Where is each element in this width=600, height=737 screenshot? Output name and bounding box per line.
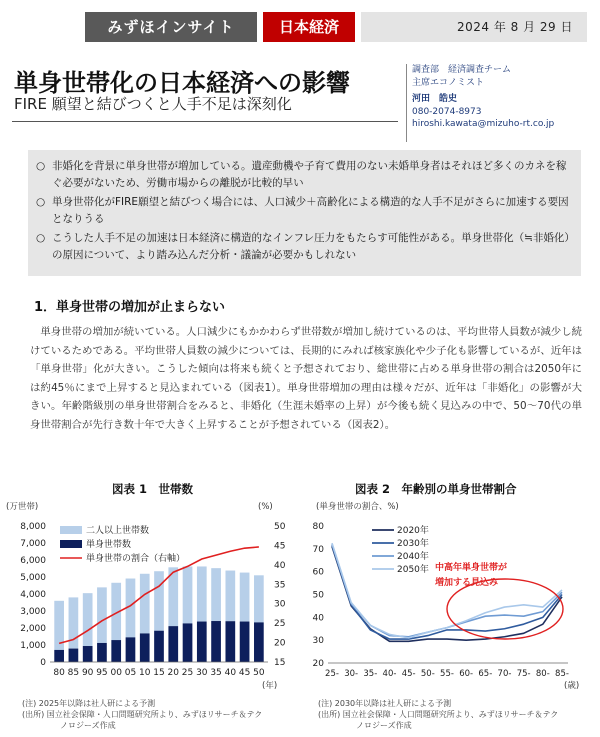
fig2-y-tick-label: 80 <box>312 522 324 532</box>
author-block <box>406 64 586 142</box>
fig1-bar-multi <box>211 568 221 621</box>
fig1-bar-multi <box>254 575 264 622</box>
fig1-x-tick-label: 95 <box>96 668 108 678</box>
fig1-bar-single <box>168 626 178 662</box>
fig1-x-tick-label: 80 <box>53 668 65 678</box>
fig1-notes <box>22 698 262 731</box>
fig1-bar-single <box>83 646 93 662</box>
fig1-legend-single-label: 単身世帯数 <box>86 540 132 550</box>
fig1-x-tick-label: 35 <box>210 668 222 678</box>
fig1-x-tick-label: 85 <box>67 668 80 678</box>
summary-point <box>36 158 571 192</box>
fig2-annotation: 中高年単身世帯が <box>435 563 508 573</box>
fig1-y2-axis-label: (%) <box>258 502 273 512</box>
fig2-y-tick-label: 20 <box>312 659 324 669</box>
fig1-legend-multi-swatch <box>60 526 82 534</box>
publish-date: 2024 年 8 月 29 日 <box>361 12 587 42</box>
fig1-x-tick-label: 00 <box>110 668 122 678</box>
fig2-notes <box>318 698 558 731</box>
page-subtitle: FIRE 願望と結びつくと人手不足は深刻化 <box>14 95 292 113</box>
fig1-bar-single <box>97 643 107 662</box>
fig1-source-cont: ノロジーズ作成 <box>60 721 116 730</box>
fig1-y2-tick-label: 45 <box>274 541 286 552</box>
author-email[interactable]: hiroshi.kawata@mizuho-rt.co.jp <box>412 119 555 129</box>
fig1-x-tick-label: 20 <box>167 668 179 678</box>
fig2-x-unit: (歳) <box>564 681 580 691</box>
fig1-x-tick-label: 50 <box>253 668 265 678</box>
fig1-bar-single <box>183 623 193 662</box>
fig1-y2-tick-label: 20 <box>274 638 286 649</box>
fig1-bar-multi <box>225 571 235 622</box>
fig1-y-tick-label: 0 <box>40 658 46 668</box>
fig1-y2-tick-label: 40 <box>274 560 286 571</box>
fig2-source: (出所) 国立社会保障・人口問題研究所より、みずほリサーチ＆テク <box>318 710 559 719</box>
fig2-chart <box>300 497 600 695</box>
fig1-bar-multi <box>240 573 250 622</box>
fig1-x-unit: (年) <box>262 681 278 691</box>
fig1-x-tick-label: 05 <box>124 668 137 678</box>
fig2-x-tick-label: 30- <box>344 669 359 679</box>
summary-point <box>36 194 571 228</box>
fig1-source: (出所) 国立社会保障・人口問題研究所より、みずほリサーチ＆テク <box>22 710 263 719</box>
fig1-y-tick-label: 4,000 <box>20 590 46 600</box>
fig2-x-tick-label: 25- <box>325 669 339 679</box>
author-name: 河田 皓史 <box>412 94 458 104</box>
fig2-x-tick-label: 80- <box>535 669 550 679</box>
author-role: 主席エコノミスト <box>412 77 485 88</box>
section-heading: 1．単身世帯の増加が止まらない <box>34 300 226 315</box>
fig2-x-tick-label: 40- <box>382 669 397 679</box>
circle-bullet-icon: ○ <box>36 232 46 244</box>
fig2-x-tick-label: 85- <box>555 669 569 679</box>
fig2-x-tick-label: 45- <box>401 669 416 679</box>
fig2-x-tick-label: 55- <box>440 669 454 679</box>
fig2-legend-label: 2040年 <box>397 552 429 562</box>
summary-point <box>36 230 571 264</box>
header-band <box>85 12 587 42</box>
fig1-bar-single <box>154 631 164 662</box>
circle-bullet-icon: ○ <box>36 160 46 172</box>
summary-box <box>28 150 581 276</box>
fig1-bar-multi <box>154 571 164 631</box>
fig1-bar-single <box>140 633 150 662</box>
fig1-legend-ratio-label: 単身世帯の割合（右軸） <box>86 554 186 564</box>
fig1-bar-single <box>69 649 79 662</box>
fig2-x-tick-label: 50- <box>420 669 435 679</box>
fig1-y-tick-label: 5,000 <box>20 573 46 583</box>
fig2-y-tick-label: 30 <box>312 636 324 647</box>
fig1-bar-single <box>111 640 121 662</box>
fig1-x-tick-label: 45 <box>238 668 251 678</box>
fig1-chart <box>0 497 300 695</box>
fig1-bar-single <box>254 622 264 662</box>
fig2-title: 図表 2 年齢別の単身世帯割合 <box>355 482 517 496</box>
fig2-series-line <box>332 545 562 639</box>
summary-text: 非婚化を背景に単身世帯が増加している。遺産動機や子育て費用のない未婚単身者はそれほど多くのカネを稼ぐ必要がないため、労働市場からの離脱が比較的早い <box>52 160 567 189</box>
fig1-x-tick-label: 90 <box>81 668 94 678</box>
category-tag: 日本経済 <box>263 12 355 42</box>
title-divider <box>12 121 398 122</box>
fig2-source-cont: ノロジーズ作成 <box>356 721 412 730</box>
fig2-legend-label: 2030年 <box>397 539 429 549</box>
fig1-bar-single <box>240 622 250 662</box>
fig2-y-tick-label: 40 <box>312 613 324 624</box>
fig1-x-tick-label: 25 <box>181 668 194 678</box>
series-name: みずほインサイト <box>85 12 257 42</box>
fig2-y-tick-label: 50 <box>312 590 324 601</box>
summary-text: 単身世帯化がFIRE願望と結びつく場合には、人口減少＋高齢化による構造的な人手不足がさらに加速する要因となりうる <box>52 196 569 225</box>
fig1-title: 図表 1 世帯数 <box>112 482 194 496</box>
fig1-x-tick-label: 40 <box>224 668 237 678</box>
fig1-legend-single-swatch <box>60 540 82 548</box>
fig2-legend-label: 2020年 <box>397 526 429 536</box>
fig2-y-tick-label: 70 <box>312 544 324 555</box>
fig1-y-axis-label: (万世帯) <box>6 502 39 512</box>
fig1-y-tick-label: 8,000 <box>20 522 46 532</box>
fig1-bar-multi <box>97 587 107 643</box>
fig2-legend-label: 2050年 <box>397 565 429 575</box>
fig1-y2-tick-label: 30 <box>274 599 286 610</box>
fig1-y-tick-label: 7,000 <box>20 539 46 549</box>
fig1-x-tick-label: 30 <box>196 668 208 678</box>
fig1-bar-multi <box>183 566 193 623</box>
fig1-bar-single <box>197 622 207 662</box>
fig2-annotation: 増加する見込み <box>435 578 499 588</box>
fig2-x-tick-label: 75- <box>516 669 531 679</box>
fig2-y-axis-label: (単身世帯の割合、%) <box>316 502 399 512</box>
fig1-y2-tick-label: 15 <box>274 658 286 668</box>
circle-bullet-icon: ○ <box>36 196 46 208</box>
fig1-x-tick-label: 10 <box>139 668 151 678</box>
author-dept: 調査部 経済調査チーム <box>412 65 512 75</box>
fig1-note: (注) 2025年以降は社人研による予測 <box>22 699 156 708</box>
fig2-note: (注) 2030年以降は社人研による予測 <box>318 699 452 708</box>
fig1-y-tick-label: 2,000 <box>20 624 46 634</box>
fig1-x-tick-label: 15 <box>153 668 165 678</box>
fig1-y2-tick-label: 25 <box>274 619 286 630</box>
fig1-bar-single <box>126 637 136 662</box>
fig1-y-tick-label: 3,000 <box>20 607 46 617</box>
fig2-y-tick-label: 60 <box>312 567 324 578</box>
fig2-x-tick-label: 35- <box>363 669 378 679</box>
summary-text: こうした人手不足の加速は日本経済に構造的なインフレ圧力をもたらす可能性がある。単身世帯化（≒非婚化）の原因について、より踏み込んだ分析・議論が必要かもしれない <box>52 232 570 261</box>
fig1-bar-single <box>225 621 235 662</box>
fig1-bar-multi <box>140 574 150 634</box>
author-phone: 080-2074-8973 <box>412 106 482 117</box>
fig1-y2-tick-label: 35 <box>274 580 286 591</box>
fig1-legend-multi-label: 二人以上世帯数 <box>86 526 150 536</box>
fig1-y2-tick-label: 50 <box>274 522 286 532</box>
fig1-bar-multi <box>197 566 207 621</box>
fig1-y-tick-label: 6,000 <box>20 556 46 566</box>
fig2-x-tick-label: 70- <box>497 669 512 679</box>
fig1-bar-single <box>54 650 64 662</box>
fig1-y-tick-label: 1,000 <box>20 641 46 651</box>
section-body: 単身世帯の増加が続いている。人口減少にもかかわらず世帯数が増加し続けているのは、平均世帯人員数が減少し続けているためである。平均世帯人員数の減少については、長期的にみれば核家族化や少子化も影響しているが、近年は「単身世帯」化が大きい。こうした傾向は将来も続くと予想されており、総世帯に占める単身世帯の割合は2050年には約45％にまで上昇すると見込まれている（図表1）。単身世帯増加の理由は様々だが、近年は「非婚化」の影響が大きい。年齢階級別の単身世帯割合をみると、非婚化（生涯未婚率の上昇）が今後も続く見込みの中で、50～70代の単身世帯割合が先行き数十年で大きく上昇することが予想されている（図表2）。 <box>30 326 582 431</box>
fig1-bar-single <box>211 621 221 662</box>
page-title: 単身世帯化の日本経済への影響 <box>14 69 350 97</box>
fig1-bar-multi <box>83 593 93 646</box>
fig2-x-tick-label: 65- <box>478 669 493 679</box>
fig2-x-tick-label: 60- <box>459 669 474 679</box>
